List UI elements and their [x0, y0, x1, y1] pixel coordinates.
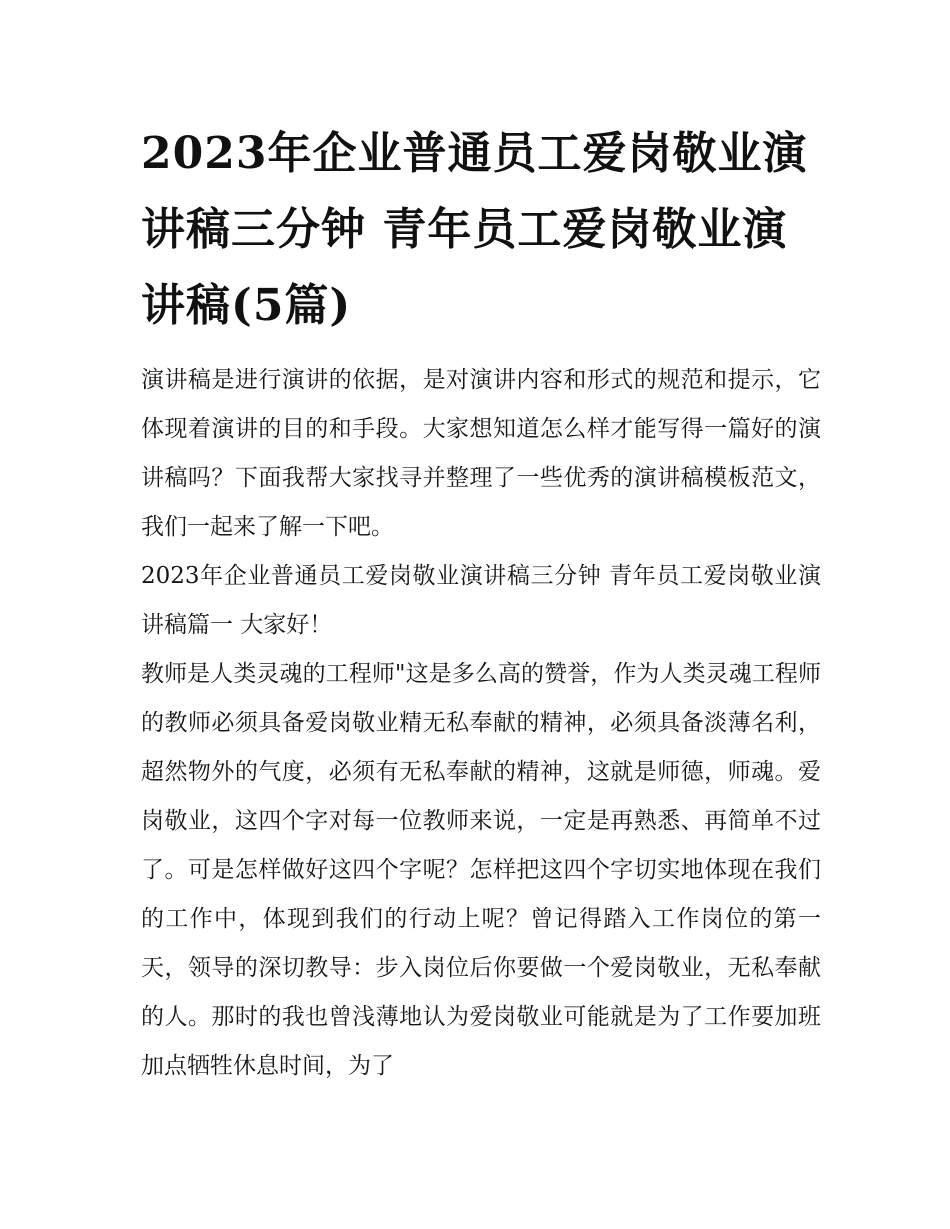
intro-paragraph: 演讲稿是进行演讲的依据，是对演讲内容和形式的规范和提示，它体现着演讲的目的和手段。大家想知道怎么样才能写得一篇好的演讲稿吗？下面我帮大家找寻并整理了一些优秀的演讲稿模板范文，我们一起来了解一下吧。: [141, 367, 821, 540]
section-heading-paragraph: 2023年企业普通员工爱岗敬业演讲稿三分钟 青年员工爱岗敬业演讲稿篇一 大家好！: [141, 563, 821, 638]
speech-paragraph: 教师是人类灵魂的工程师"这是多么高的赞誉，作为人类灵魂工程师的教师必须具备爱岗敬业精无私奉献的精神，必须具备淡薄名利，超然物外的气度，必须有无私奉献的精神，这就是师德，师魂。爱岗敬业，这四个字对每一位教师来说，一定是再熟悉、再简单不过了。可是怎样做好这四个字呢？怎样把这四个字切实地体现在我们的工作中，体现到我们的行动上呢？曾记得踏入工作岗位的第一天，领导的深切教导：步入岗位后你要做一个爱岗敬业，无私奉献的人。那时的我也曾浅薄地认为爱岗敬业可能就是为了工作要加班加点牺牲休息时间，为了: [141, 661, 821, 1079]
document-body: [141, 356, 821, 1091]
document-title: 2023年企业普通员工爱岗敬业演讲稿三分钟 青年员工爱岗敬业演讲稿(5篇): [141, 128, 808, 331]
